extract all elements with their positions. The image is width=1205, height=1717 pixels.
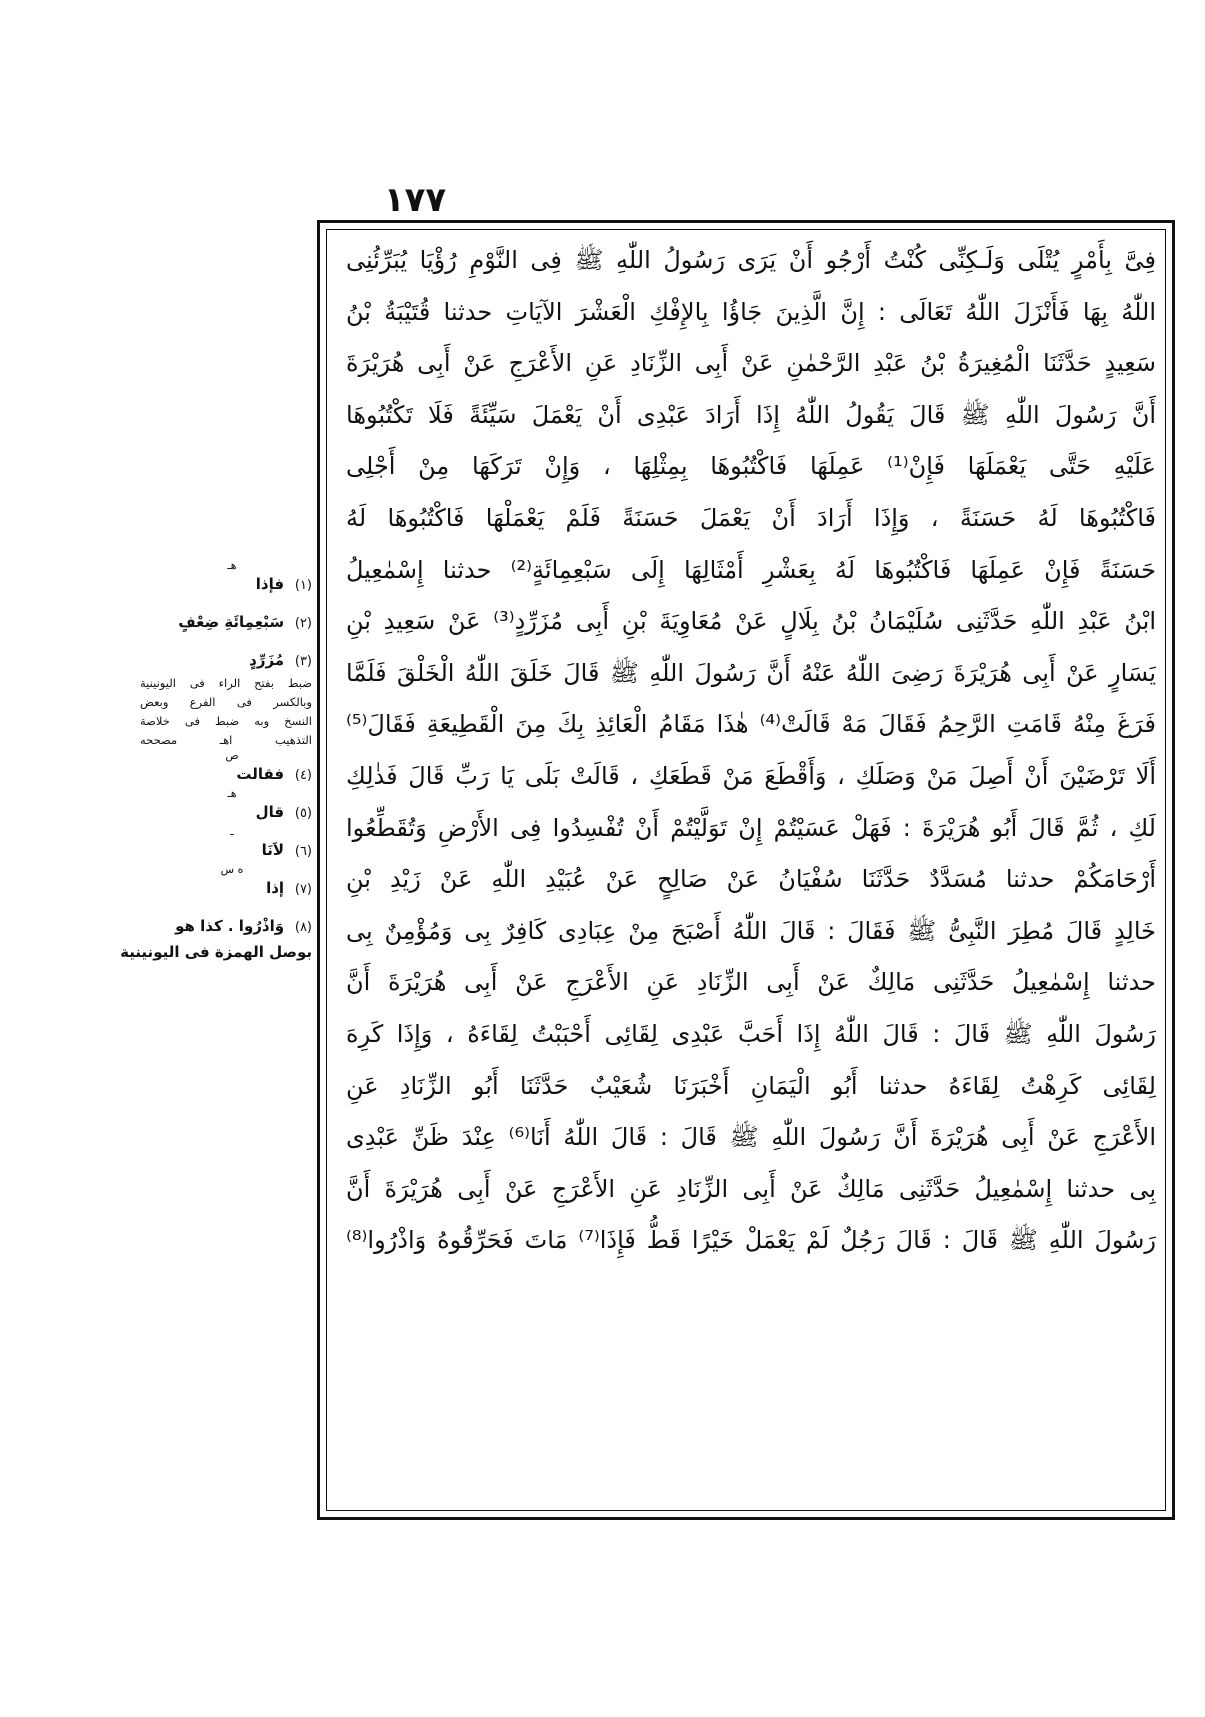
text-line: أَلَا تَرْضَيْنَ أَنْ أَصِلَ مَنْ وَصَلَكِ ، وَأَقْطَعَ مَنْ قَطَعَكِ ، قَالَتْ بَلَى يَا رَبِّ قَالَ فَذٰلِكِ xyxy=(346,761,1156,790)
text-line: فَاكْتُبُوهَا لَهُ حَسَنَةً ، وَإِذَا أَرَادَ أَنْ يَعْمَلَ حَسَنَةً فَلَمْ يَعْمَلْهَا فَاكْتُبُوهَا لَهُ xyxy=(346,503,1156,532)
note-number: (٣) xyxy=(294,654,312,669)
note-number: (٤) xyxy=(294,768,312,783)
main-text xyxy=(346,235,1156,1267)
text-line: يَسَارٍ عَنْ أَبِى هُرَيْرَةَ رَضِىَ اللّٰهُ عَنْهُ أَنَّ رَسُولَ اللّٰهِ ﷺ قَالَ خَلَقَ اللّٰهُ الْخَلْقَ فَلَمَّا xyxy=(346,658,1156,687)
text-line: ابْنُ عَبْدِ اللّٰهِ حَدَّثَنِى سُلَيْمَانُ بْنُ بِلَالٍ عَنْ مُعَاوِيَةَ بْنِ أَبِى مُزَرِّدٍ⁽³⁾ عَنْ سَعِيدِ بْنِ xyxy=(346,607,1156,636)
text-line: لَكِ ، ثُمَّ قَالَ أَبُو هُرَيْرَةَ : فَهَلْ عَسَيْتُمْ إِنْ تَوَلَّيْتُمْ أَنْ تُفْسِدُوا فِى الأَرْضِ وَتُقَطِّعُوا xyxy=(346,813,1156,842)
text-line: بِى حدثنا إِسْمٰعِيلُ حَدَّثَنِى مَالِكٌ عَنْ أَبِى الزِّنَادِ عَنِ الأَعْرَجِ عَنْ أَبِى هُرَيْرَةَ أَنَّ xyxy=(346,1174,1156,1203)
text-line: سَعِيدٍ حَدَّثَنَا الْمُغِيرَةُ بْنُ عَبْدِ الرَّحْمٰنِ عَنْ أَبِى الزِّنَادِ عَنِ الأَعْرَجِ عَنْ أَبِى هُرَيْرَةَ xyxy=(346,349,1156,378)
note-text: لاَنَا xyxy=(261,841,285,859)
note-text: فإذا xyxy=(255,575,285,593)
note-marker: ص xyxy=(225,749,239,762)
note-marker: ه س xyxy=(220,863,244,876)
page-number: ١٧٧ xyxy=(383,180,447,220)
note-number: (٦) xyxy=(294,844,312,859)
note-detail-line: التذهيب اهـ مصححه xyxy=(140,733,312,747)
note-marker: هـ xyxy=(227,559,237,572)
note-text: قال xyxy=(255,803,285,821)
note-number: (٧) xyxy=(294,882,312,897)
margin-note xyxy=(140,838,312,864)
note-number: (٨) xyxy=(294,920,312,935)
text-line: فِىَّ بِأَمْرٍ يُتْلَى وَلَـكِنِّى كُنْتُ أَرْجُو أَنْ يَرَى رَسُولُ اللّٰهِ ﷺ فِى النَّوْمِ رُؤْيَا يُبَرِّئُنِى xyxy=(346,246,1156,274)
note-text: فقالت xyxy=(236,765,285,783)
note-text: بوصل الهمزة فى اليونينية xyxy=(120,943,312,961)
margin-note xyxy=(140,762,312,788)
text-line: حَسَنَةً فَإِنْ عَمِلَهَا فَاكْتُبُوهَا لَهُ بِعَشْرِ أَمْثَالِهَا إِلَى سَبْعِمِائَةٍ⁽²⁾ حدثنا إِسْمٰعِيلُ xyxy=(346,555,1156,584)
text-line: الأَعْرَجِ عَنْ أَبِى هُرَيْرَةَ أَنَّ رَسُولَ اللّٰهِ ﷺ قَالَ : قَالَ اللّٰهُ أَنَا⁽⁶⁾ عِنْدَ ظَنِّ عَبْدِى xyxy=(346,1123,1156,1152)
margin-note xyxy=(140,610,312,636)
note-text: وَاذْرُوا . كذا هو xyxy=(175,917,285,935)
note-detail-line: وبالكسر فى الفرع وبعض xyxy=(140,695,312,709)
note-number: (٥) xyxy=(294,806,312,821)
text-line: حدثنا إِسْمٰعِيلُ حَدَّثَنِى مَالِكٌ عَنْ أَبِى الزِّنَادِ عَنِ الأَعْرَجِ عَنْ أَبِى هُرَيْرَةَ أَنَّ xyxy=(346,968,1156,997)
text-line: اللّٰهُ بِهَا فَأَنْزَلَ اللّٰهُ تَعَالَى : إِنَّ الَّذِينَ جَاؤُا بِالإِفْكِ الْعَشْرَ الآيَاتِ حدثنا قُتَيْبَةُ بْنُ xyxy=(346,297,1156,326)
margin-note xyxy=(140,648,312,674)
text-line: فَرَغَ مِنْهُ قَامَتِ الرَّحِمُ فَقَالَ مَهْ قَالَتْ⁽⁴⁾ هٰذَا مَقَامُ الْعَائِذِ بِكَ مِنَ الْقَطِيعَةِ فَقَالَ⁽⁵⁾ xyxy=(346,710,1156,739)
text-line: رَسُولَ اللّٰهِ ﷺ قَالَ : قَالَ رَجُلٌ لَمْ يَعْمَلْ خَيْرًا قَطُّ فَإِذَا⁽⁷⁾ مَاتَ فَحَرِّقُوهُ وَاذْرُوا⁽⁸⁾ xyxy=(346,1226,1156,1255)
note-text: مُزَرِّدٍ xyxy=(249,651,285,669)
note-text: إذا xyxy=(266,879,285,897)
note-marker xyxy=(202,636,262,648)
text-line: لِقَائِى كَرِهْتُ لِقَاءَهُ حدثنا أَبُو الْيَمَانِ أَخْبَرَنَا شُعَيْبٌ حَدَّثَنَا أَبُو الزِّنَادِ عَنِ xyxy=(346,1071,1156,1100)
text-line: أَرْحَامَكُمْ حدثنا مُسَدَّدٌ حَدَّثَنَا سُفْيَانُ عَنْ صَالِحٍ عَنْ عُبَيْدِ اللّٰهِ عَنْ زَيْدِ بْنِ xyxy=(346,865,1156,894)
note-detail-line: ضبط بفتح الراء فى اليونينية xyxy=(140,676,312,690)
margin-notes xyxy=(120,559,312,964)
note-marker xyxy=(202,598,262,610)
text-line: عَلَيْهِ حَتَّى يَعْمَلَهَا فَإِنْ⁽¹⁾ عَمِلَهَا فَاكْتُبُوهَا بِمِثْلِهَا ، وَإِنْ تَرَكَهَا مِنْ أَجْلِى xyxy=(346,452,1156,481)
text-frame xyxy=(317,220,1175,1520)
margin-note xyxy=(140,876,312,902)
note-number: (١) xyxy=(294,578,312,593)
margin-note xyxy=(140,572,312,598)
margin-note xyxy=(140,800,312,826)
note-marker: ـ xyxy=(230,825,234,838)
margin-note-continuation xyxy=(120,940,312,964)
note-text: سَبْعِمِائَةِ ضِعْفٍ xyxy=(178,613,285,631)
note-marker xyxy=(202,902,262,914)
note-detail xyxy=(140,674,312,750)
margin-note xyxy=(140,914,312,940)
text-line: خَالِدٍ قَالَ مُطِرَ النَّبِىُّ ﷺ فَقَالَ : قَالَ اللّٰهُ أَصْبَحَ مِنْ عِبَادِى كَافِرٌ بِى وَمُؤْمِنٌ بِى xyxy=(346,916,1156,945)
text-line: رَسُولَ اللّٰهِ ﷺ قَالَ : قَالَ اللّٰهُ إِذَا أَحَبَّ عَبْدِى لِقَائِى أَحْبَبْتُ لِقَاءَهُ ، وَإِذَا كَرِهَ xyxy=(346,1019,1156,1048)
note-number: (٢) xyxy=(294,616,312,631)
note-marker: هـ xyxy=(227,787,237,800)
note-detail-line: النسخ وبه ضبط فى خلاصة xyxy=(140,714,312,728)
text-line: أَنَّ رَسُولَ اللّٰهِ ﷺ قَالَ يَقُولُ اللّٰهُ إِذَا أَرَادَ عَبْدِى أَنْ يَعْمَلَ سَيِّئَةً فَلَا تَكْتُبُوهَا xyxy=(346,400,1156,429)
